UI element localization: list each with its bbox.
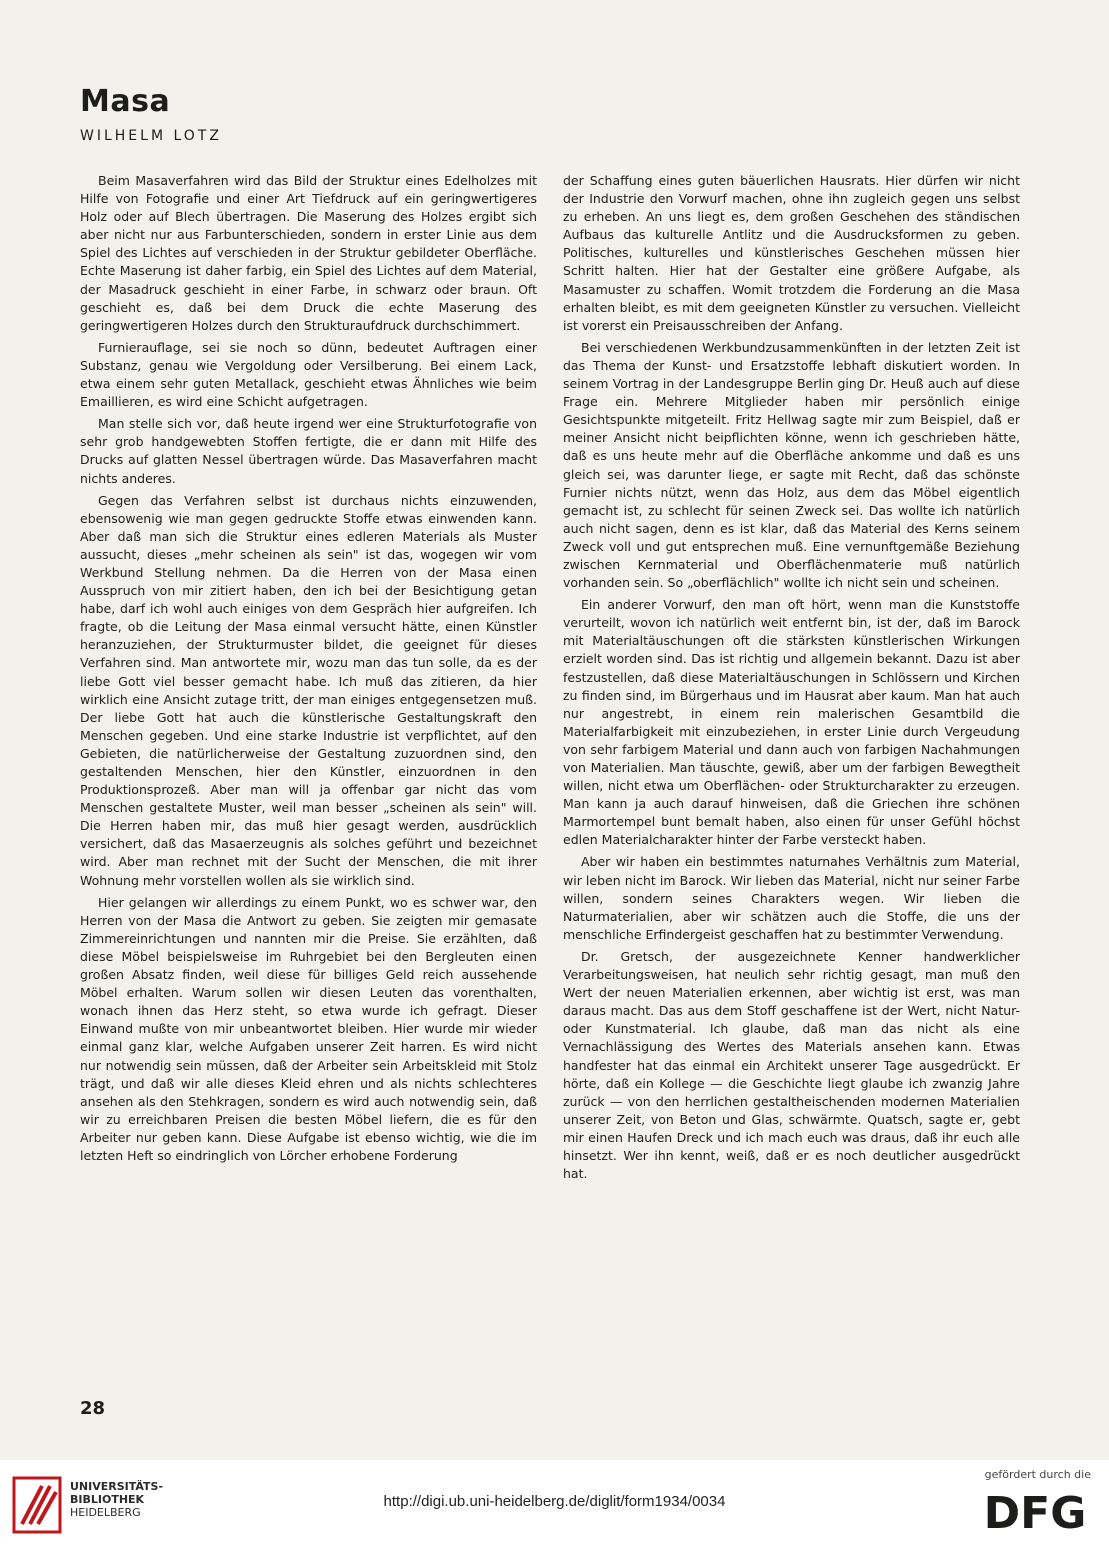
right-text-column <box>563 172 1020 1187</box>
paragraph: Dr. Gretsch, der ausgezeichnete Kenner handwerklicher Verarbeitungsweisen, hat neulich sehr richtig gesagt, man muß den Wert der neuen Materialien erkennen, aber wichtig ist erst, was man daraus macht. Das aus dem Stoff geschaffene ist der Wert, nicht Natur- oder Kunstmaterial. Ich glaube, daß man das nicht als eine Vernachlässigung des Wertes des Materials ansehen kann. Etwas handfester hat das einmal ein Architekt unserer Tage ausgedrückt. Er hörte, daß ein Kollege — die Geschichte liegt glaube ich zwanzig Jahre zurück — von den herrlichen gestaltheischenden modernen Materialien unserer Zeit, von Beton und Glas, schwärmte. Quatsch, sagte er, gebt mir einen Haufen Dreck und ich mach euch was draus, daß ihr euch alle hinsetzt. Wer ihn kennt, weiß, daß er es noch deutlicher ausgedrückt hat. <box>563 948 1020 1182</box>
digital-copy-url[interactable]: http://digi.ub.uni-heidelberg.de/diglit/form1934/0034 <box>383 1493 726 1510</box>
paragraph: Bei verschiedenen Werkbundzusammenkünften in der letzten Zeit ist das Thema der Kunst- und Ersatzstoffe lebhaft diskutiert worden. In seinem Vortrag in der Landesgruppe Berlin ging Dr. Heuß auch auf diese Frage ein. Mehrere Mitglieder haben mir persönlich einige Gesichtspunkte mitgeteilt. Fritz Hellwag sagte mir zum Beispiel, daß er meiner Ansicht nicht beipflichten könne, wenn ich geschrieben hätte, daß es uns heute mehr auf die Oberfläche ankomme und daß es uns gleich sei, was darunter liege, er sagte mit Recht, daß das schönste Furnier nichts nützt, wenn das Holz, aus dem das Möbel eigentlich gemacht ist, zu schlecht für seinen Zweck sei. Das wollte ich natürlich auch nicht sagen, denn es ist klar, daß das Material des Kerns seinem Zweck voll und gut entsprechen muß. Eine vernunftgemäße Beziehung zwischen Kernmaterial und Oberflächenmaterie muß natürlich vorhanden sein. So „oberflächlich" wollte ich nicht sein und scheinen. <box>563 339 1020 591</box>
library-name: UNIVERSITÄTS- BIBLIOTHEK HEIDELBERG <box>70 1480 164 1519</box>
paragraph: Hier gelangen wir allerdings zu einem Punkt, wo es schwer war, den Herren von der Masa die Antwort zu geben. Sie zeigten mir gemasate Zimmereinrichtungen und nannten mir die Preise. Sie erzählten, daß diese Möbel beispielsweise im Ruhrgebiet bei den Bergleuten einen großen Absatz finden, weil diese für billiges Geld reich aussehende Möbel erhalten. Warum sollen wir diesen Leuten das vorenthalten, wonach ihnen das Herz steht, so etwa wurde ich gefragt. Dieser Einwand mußte von mir unbeantwortet bleiben. Hier wurde mir wieder einmal ganz klar, welche Aufgaben unserer Zeit harren. Es wird nicht nur notwendig sein müssen, daß der Arbeiter sein Arbeitskleid mit Stolz trägt, und daß wir alle dieses Kleid ehren und als nichts schlechteres ansehen als den Stehkragen, sondern es wird auch notwendig sein, daß wir zu erreichbaren Preisen die besten Möbel liefern, die es für den Arbeiter nur geben kann. Diese Aufgabe ist ebenso wichtig, wie die im letzten Heft so eindringlich von Lörcher erhobene Forderung <box>80 894 537 1163</box>
viewer-footer <box>0 1460 1109 1550</box>
paragraph: Ein anderer Vorwurf, den man oft hört, wenn man die Kunststoffe verurteilt, wovon ich natürlich weit entfernt bin, ist der, daß im Barock mit Materialtäuschungen oft die stärksten künstlerischen Wirkungen erzielt worden sind. Das ist richtig und allgemein bekannt. Dazu ist aber festzustellen, daß diese Materialtäuschungen in Schlössern und Kirchen zu finden sind, im Bürgerhaus und im Hausrat aber kaum. Man hat auch nur angestrebt, in einem rein malerischen Gesamtbild die Materialfarbigkeit mit einzubeziehen, in erster Linie durch Vergeudung von sehr farbigem Material und dann auch von farbigen Nachahmungen von Materialien. Man täuschte, gewiß, aber um der farbigen Bewegtheit willen, nicht etwa um Oberflächen- oder Strukturcharakter zu erzeugen. Man kann ja auch darauf hinweisen, daß die Griechen ihre schönen Marmortempel bunt bemalt haben, also einen für unser Gefühl höchst edlen Materialcharakter hinter der Farbe versteckt haben. <box>563 597 1020 848</box>
paragraph: Beim Masaverfahren wird das Bild der Struktur eines Edelholzes mit Hilfe von Fotografie und einer Art Tiefdruck auf ein geringwertigeres Holz oder auf Blech übertragen. Die Maserung des Holzes ergibt sich aber nicht nur aus Farbunterschieden, sondern in erster Linie aus dem Spiel des Lichtes auf verschieden in der Struktur gebildeter Oberfläche. Echte Maserung ist daher farbig, ein Spiel des Lichtes auf dem Material, der Masadruck geschieht in einer Farbe, in schwarz oder braun. Oft geschieht es, daß bei dem Druck die echte Maserung des geringwertigeren Holzes durch den Strukturaufdruck durchschimmert. <box>80 173 537 333</box>
paragraph: Furnierauflage, sei sie noch so dünn, bedeutet Auftragen einer Substanz, genau wie Vergoldung oder Versilberung. Bei einem Lack, etwa einem sehr guten Metallack, geschieht etwas Ähnliches wie beim Emaillieren, es wird eine Schicht aufgetragen. <box>80 339 537 410</box>
paragraph: Man stelle sich vor, daß heute irgend wer eine Strukturfotografie von sehr grob handgewebten Stoffen fertigte, die er dann mit Hilfe des Drucks auf glatten Nessel übertragen würde. Das Masaverfahren macht nichts anderes. <box>80 416 537 486</box>
article-author: WILHELM LOTZ <box>80 128 222 144</box>
paragraph: der Schaffung eines guten bäuerlichen Hausrats. Hier dürfen wir nicht der Industrie den Vorwurf machen, ohne ihn zugleich gegen uns selbst zu erheben. An uns liegt es, dem großen Geschehen des ständischen Aufbaus das kulturelle Antlitz und die Ausdrucksformen zu geben. Politisches, kulturelles und künstlerisches Geschehen müssen hier Schritt halten. Hier hat der Gestalter eine größere Aufgabe, als Masamuster zu schaffen. Womit trotzdem die Forderung an die Masa erhalten bleibt, es mit dem geeigneten Künstler zu versuchen. Vielleicht ist vorerst ein Preisausschreiben der Anfang. <box>563 173 1020 333</box>
page-number: 28 <box>80 1398 106 1419</box>
article-title: Masa <box>80 84 171 119</box>
dfg-logo-icon[interactable] <box>979 1486 1091 1536</box>
left-text-column <box>80 172 537 1169</box>
funding-note: gefördert durch die <box>984 1468 1091 1481</box>
paragraph: Aber wir haben ein bestimmtes naturnahes Verhältnis zum Material, wir leben nicht im Barock. Wir lieben das Material, nicht nur seiner Farbe willen, sondern seines Charakters wegen. Wir lieben die Naturmaterialien, aber wir schätzen auch die Stoffe, die uns der menschliche Erfindergeist geschaffen hat zu bestimmter Verwendung. <box>563 854 1020 942</box>
dfg-logo-text: DFG <box>983 1488 1087 1536</box>
paragraph: Gegen das Verfahren selbst ist durchaus nichts einzuwenden, ebensowenig wie man gegen gedruckte Stoffe etwas einwenden kann. Aber daß man sich die Struktur eines edleren Materials als Muster aussucht, dieses „mehr scheinen als sein" ist das, wogegen wir vom Werkbund Stellung nehmen. Da die Herren von der Masa einen Ausspruch von mir zitiert haben, den ich bei der Besichtigung getan habe, darf ich wohl auch einiges von dem Gespräch hier aufgreifen. Ich fragte, ob die Leitung der Masa einmal versucht hätte, einen Künstler heranzuziehen, der Strukturmuster bildet, die geeignet für dieses Verfahren sind. Man antwortete mir, wozu man das tun solle, da es der liebe Gott viel besser gemacht habe. Ich muß das zitieren, da hier wirklich eine Ansicht zutage tritt, der man einiges entgegensetzen muß. Der liebe Gott hat auch die künstlerische Gestaltungskraft den Menschen gegeben. Und eine starke Industrie ist verpflichtet, auf den Gebieten, die natürlicherweise der Gestaltung zuzuordnen sind, den gestaltenden Menschen, hier den Künstler, einzuordnen in den Produktionsprozeß. Aber man will ja offenbar gar nicht das vom Menschen gestaltete Muster, weil man besser „scheinen als sein" will. Die Herren haben mir, das muß hier gesagt werden, ausdrücklich versichert, daß das Masaerzeugnis als solches geführt und bezeichnet wird. Aber man rechnet mit der Sucht der Menschen, die mit ihrer Wohnung mehr vorstellen wollen als sie wirklich sind. <box>80 492 537 888</box>
